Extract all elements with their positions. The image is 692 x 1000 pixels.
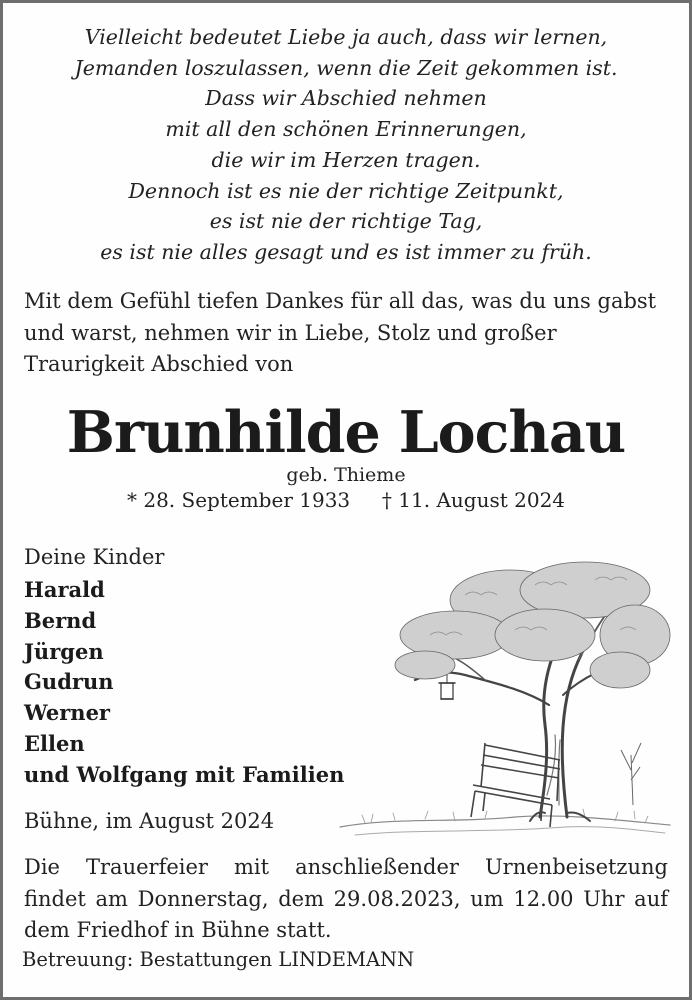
poem-line: die wir im Herzen tragen.: [211, 147, 481, 172]
poem-line: es ist nie der richtige Tag,: [209, 209, 483, 234]
intro-text: [24, 286, 674, 381]
birth-name: geb. Thieme: [286, 464, 406, 486]
poem-line: Jemanden loszulassen, wenn die Zeit gekommen ist.: [74, 55, 618, 80]
poem-line: Dennoch ist es nie der richtige Zeitpunkt,: [128, 178, 564, 203]
undertaker-credit: Betreuung: Bestattungen LINDEMANN: [22, 948, 415, 971]
mourners-label: Deine Kinder: [24, 545, 165, 569]
poem-line: mit all den schönen Erinnerungen,: [165, 117, 527, 142]
funeral-line: dem Friedhof in Bühne statt.: [24, 918, 332, 942]
intro-line: und warst, nehmen wir in Liebe, Stolz und großer: [24, 320, 557, 345]
poem-line: es ist nie alles gesagt und es ist immer zu früh.: [100, 239, 592, 264]
deceased-name: Brunhilde Lochau: [66, 399, 626, 466]
funeral-notice: [24, 852, 668, 947]
mourner-name: und Wolfgang mit Familien: [24, 761, 345, 787]
tree-with-bench-illustration: [335, 555, 675, 845]
mourners-list: [24, 575, 344, 791]
mourner-name: Harald: [24, 577, 105, 602]
place-date: Bühne, im August 2024: [24, 809, 275, 833]
mourner-name: Ellen: [24, 730, 85, 756]
poem-line: Dass wir Abschied nehmen: [205, 86, 487, 111]
mourner-name: Werner: [24, 700, 110, 726]
poem: [0, 22, 692, 268]
life-dates: * 28. September 1933 † 11. August 2024: [126, 488, 566, 512]
mourner-name: Jürgen: [24, 638, 104, 664]
intro-line: Mit dem Gefühl tiefen Dankes für all das, was du uns gabst: [24, 289, 657, 313]
funeral-line: findet am Donnerstag, dem 29.08.2023, um 12.00 Uhr auf: [24, 886, 668, 911]
funeral-line: Die Trauerfeier mit anschließender Urnenbeisetzung: [24, 855, 668, 879]
poem-line: Vielleicht bedeutet Liebe ja auch, dass wir lernen,: [84, 25, 608, 49]
mourner-name: Bernd: [24, 607, 97, 633]
mourner-name: Gudrun: [24, 669, 114, 695]
intro-line: Traurigkeit Abschied von: [24, 352, 294, 376]
